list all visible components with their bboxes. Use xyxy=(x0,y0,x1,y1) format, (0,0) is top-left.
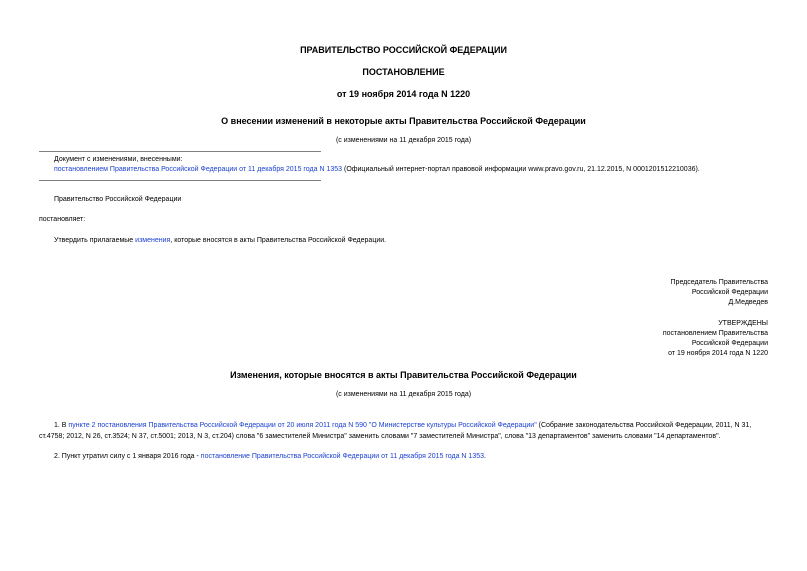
signature-name: Д.Медведев xyxy=(728,299,768,306)
item2-link[interactable]: постановление Правительства Российской Федерации от 11 декабря 2015 года N 1353 xyxy=(200,453,485,460)
changes-revision: (с изменениями на 11 декабря 2015 года) xyxy=(335,391,472,398)
signature-country: Российской Федерации xyxy=(691,289,768,296)
approve-prefix: Утвердить прилагаемые xyxy=(54,237,136,244)
document-title: О внесении изменений в некоторые акты Правительства Российской Федерации xyxy=(221,116,586,126)
item2-prefix: 2. Пункт утратил силу с 1 января 2016 года - xyxy=(54,453,201,460)
signature-block xyxy=(671,278,768,308)
amendment-intro: Документ с изменениями, внесенными: xyxy=(54,156,183,163)
signature-position: Председатель Правительства xyxy=(670,279,768,286)
approval-block xyxy=(663,319,768,359)
changes-title: Изменения, которые вносятся в акты Правительства Российской Федерации xyxy=(230,370,577,380)
approval-country: Российской Федерации xyxy=(691,340,768,347)
amendment-source: (Официальный интернет-портал правовой информации www.pravo.gov.ru, 21.12.2015, N 0001201512210036). xyxy=(342,166,700,173)
amendment-rule-top xyxy=(39,151,321,152)
item1-link[interactable]: пункте 2 постановления Правительства Российской Федерации от 20 июля 2011 года N 590 "О Министерстве культуры Российской Федерации" xyxy=(68,422,537,429)
approval-basis: постановлением Правительства xyxy=(662,330,768,337)
approval-date: от 19 ноября 2014 года N 1220 xyxy=(668,350,768,357)
change-item-1 xyxy=(39,420,765,442)
item2-suffix: . xyxy=(484,453,486,460)
item1-text: (Собрание законодательства Российской Федерации, 2011, N 31, ст.4758; 2012, N 26, ст.3524; N 37, ст.5001; 2013, N 3, ст.204) слова "6 заместителей Министра" заменить словами "7 заместителей Министра", слова "13 департаментов" заменить словами "14 департаментов". xyxy=(39,422,752,440)
subject-text: Правительство Российской Федерации xyxy=(54,196,182,203)
document-type: ПОСТАНОВЛЕНИЕ xyxy=(362,67,445,77)
approve-paragraph xyxy=(54,237,386,244)
government-heading: ПРАВИТЕЛЬСТВО РОССИЙСКОЙ ФЕДЕРАЦИИ xyxy=(300,45,507,55)
amendment-rule-bottom xyxy=(39,180,321,181)
item1-prefix: 1. В xyxy=(54,422,69,429)
revision-note: (с изменениями на 11 декабря 2015 года) xyxy=(335,137,472,144)
approval-title: УТВЕРЖДЕНЫ xyxy=(718,320,768,327)
changes-link[interactable]: изменения xyxy=(135,237,171,244)
document-date-number: от 19 ноября 2014 года N 1220 xyxy=(336,89,471,99)
approve-suffix: , которые вносятся в акты Правительства Российской Федерации. xyxy=(170,237,387,244)
amendment-link[interactable]: постановлением Правительства Российской Федерации от 11 декабря 2015 года N 1353 xyxy=(54,166,343,173)
change-item-2 xyxy=(54,453,486,460)
decides-text: постановляет: xyxy=(39,216,86,223)
amendment-line xyxy=(54,166,700,173)
